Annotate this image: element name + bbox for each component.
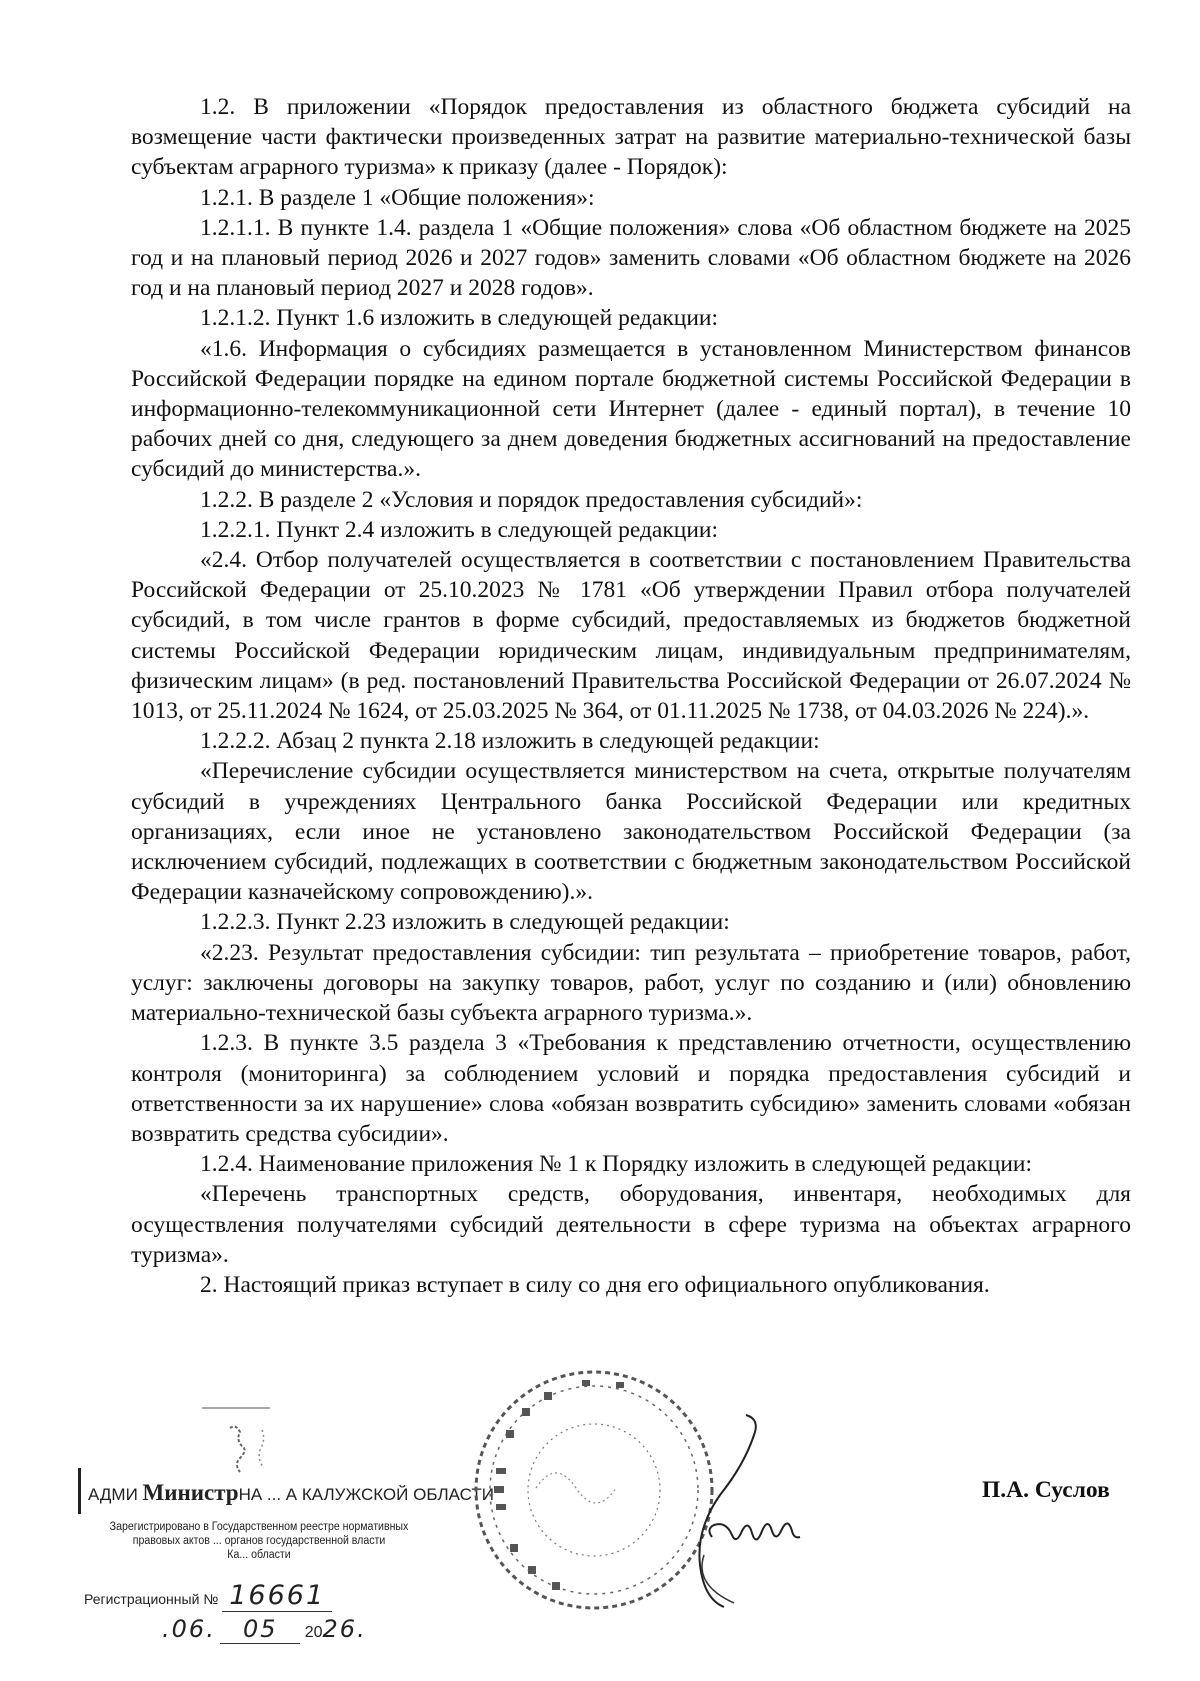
paragraph: «1.6. Информация о субсидиях размещается в установленном Министерством финансов Российской Федерации порядке на едином портале бюджетной системы Российской Федерации в информационно-телекоммуникационной сети Интернет (далее - единый портал), в течение 10 рабочих дней со дня, следующего за днем доведения бюджетных ассигнований на предоставление субсидий до министерства.».	[131, 335, 1131, 483]
paragraph: 1.2.4. Наименование приложения № 1 к Порядку изложить в следующей редакции:	[200, 1151, 1033, 1178]
stamp-line: Зарегистрировано в Государственном реестре нормативных	[109, 1521, 409, 1533]
registration-day: 06	[171, 1615, 207, 1643]
paragraph: 1.2.2. В разделе 2 «Условия и порядок предоставления субсидий»:	[200, 486, 863, 513]
stamp-edge	[78, 1468, 81, 1514]
registration-number-label: Регистрационный №	[84, 1591, 219, 1607]
paragraph: 1.2.2.3. Пункт 2.23 изложить в следующей редакции:	[200, 909, 730, 936]
stamp-line: Ка... области	[227, 1549, 291, 1561]
paragraph: 1.2.3. В пункте 3.5 раздела 3 «Требования к представлению отчетности, осуществлению контроля (мониторинга) за соблюдением условий и порядка предоставления субсидий и ответственности за их нарушение» слова «обязан возвратить субсидию» заменить словами «обязан возвратить средства субсидии».	[131, 1030, 1131, 1147]
stamp-registration-text	[98, 1520, 420, 1562]
stamp-heading-suffix: НА ... А КАЛУЖСКОЙ ОБЛАСТИ	[238, 1485, 494, 1504]
signer-name: П.А. Суслов	[982, 1477, 1110, 1503]
stamp-heading-prefix: АДМИ	[88, 1485, 138, 1504]
stamp-line: правовых актов ... органов государственной власти	[132, 1535, 386, 1547]
paragraph: «Перечень транспортных средств, оборудования, инвентаря, необходимых для осуществления получателями субсидий деятельности в сфере туризма на объектах аграрного туризма».	[131, 1181, 1131, 1268]
stamp-registration-number-row	[84, 1580, 332, 1612]
paragraph: 1.2.1.1. В пункте 1.4. раздела 1 «Общие положения» слова «Об областном бюджете на 2025 год и на плановый период 2026 и 2027 годов» заменить словами «Об областном бюджете на 2026 год и на плановый период 2027 и 2028 годов».	[131, 214, 1131, 302]
stamp-heading	[88, 1480, 494, 1506]
paragraph: 2. Настоящий приказ вступает в силу со дня его официального опубликования.	[200, 1271, 990, 1298]
registration-stamp	[84, 1468, 494, 1660]
paragraph: 1.2.2.1. Пункт 2.4 изложить в следующей редакции:	[200, 516, 719, 543]
paragraph: «2.4. Отбор получателей осуществляется в соответствии с постановлением Правительства Российской Федерации от 25.10.2023 № 1781 «Об утверждении Правил отбора получателей субсидий, в том числе грантов в форме субсидий, предоставляемых из бюджетов бюджетной системы Российской Федерации юридическим лицам, индивидуальным предпринимателям, физическим лицам» (в ред. постановлений Правительства Российской Федерации от 26.07.2024 № 1013, от 25.11.2024 № 1624, от 25.03.2025 № 364, от 01.11.2025 № 1738, от 04.03.2026 № 224).».	[131, 547, 1131, 725]
paragraph: 1.2.1.2. Пункт 1.6 изложить в следующей редакции:	[200, 305, 719, 332]
paragraph: 1.2. В приложении «Порядок предоставления из областного бюджета субсидий на возмещение части фактически произведенных затрат на развитие материально-технической базы субъектам аграрного туризма» к приказу (далее - Порядок):	[131, 94, 1131, 181]
paragraph: 1.2.2.2. Абзац 2 пункта 2.18 изложить в следующей редакции:	[200, 728, 820, 755]
signature	[676, 1405, 846, 1625]
stamp-date-row: .06. 05 2026.	[162, 1615, 367, 1643]
paragraph: «2.23. Результат предоставления субсидии: тип результата – приобретение товаров, работ, услуг: заключены договоры на закупку товаров, работ, услуг по созданию и (или) обновлению материально-технической базы субъекта аграрного туризма.».	[131, 939, 1131, 1027]
document-body	[131, 92, 1131, 1300]
registration-year-suffix: 26	[322, 1615, 358, 1643]
registration-year-prefix: 20	[304, 1624, 323, 1641]
registration-number: 16661	[222, 1580, 332, 1612]
paragraph: 1.2.1. В разделе 1 «Общие положения»:	[200, 184, 595, 211]
stamp-heading-bold: Министр	[142, 1480, 239, 1505]
paragraph: «Перечисление субсидии осуществляется министерством на счета, открытые получателям субсидий в учреждениях Центрального банка Российской Федерации или кредитных организациях, если иное не установлено законодательством Российской Федерации (за исключением субсидий, подлежащих в соответствии с бюджетным законодательством Российской Федерации казначейскому сопровождению).».	[131, 758, 1131, 906]
registration-month: 05	[220, 1615, 300, 1644]
